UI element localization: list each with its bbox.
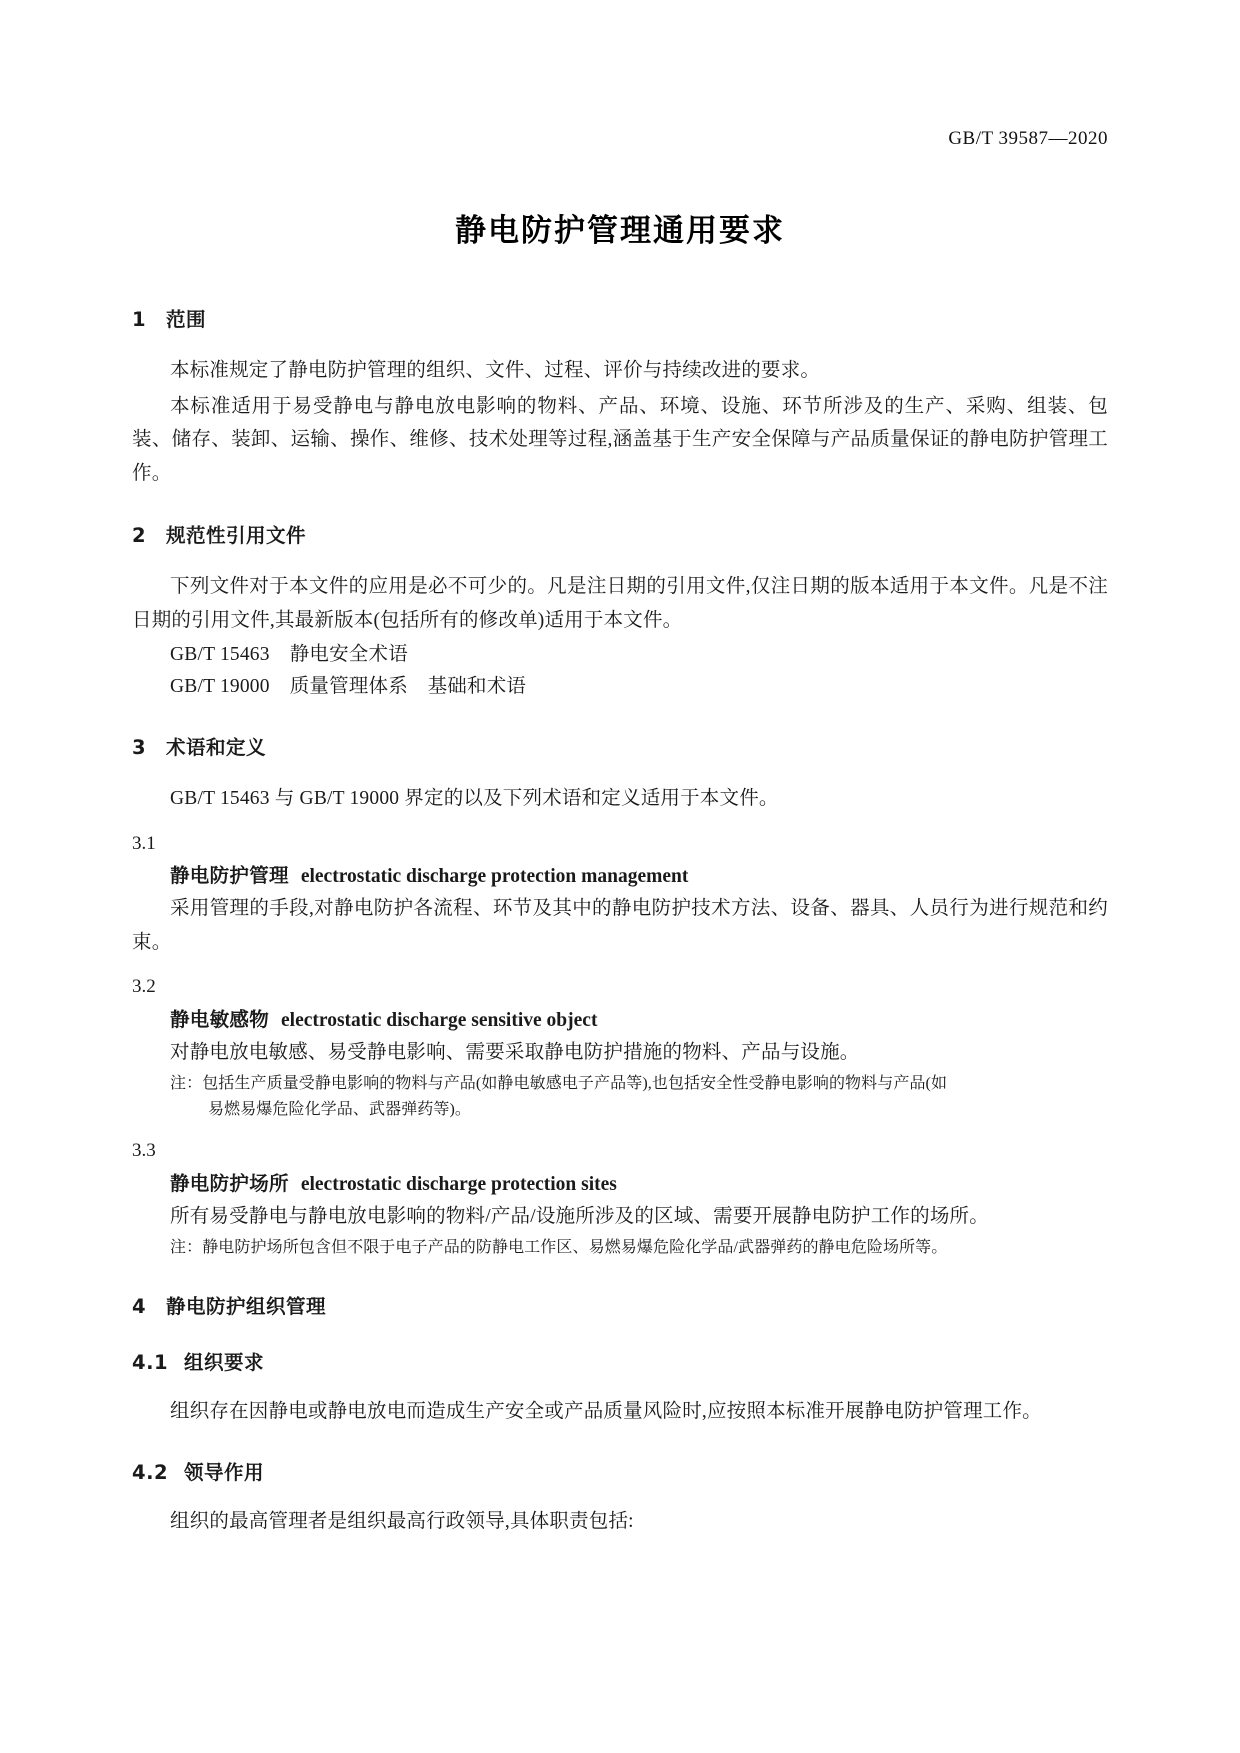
section-title-3: 术语和定义: [166, 736, 267, 760]
subsection-heading-4-2: [132, 1457, 1108, 1485]
reference-name-1: 静电安全术语: [289, 644, 408, 666]
term-3-2-note: [132, 1071, 1108, 1123]
page-title: 静电防护管理通用要求: [455, 213, 785, 249]
term-3-3-definition: 所有易受静电与静电放电影响的物料/产品/设施所涉及的区域、需要开展静电防护工作的场所。: [170, 1205, 989, 1227]
term-3-3-note: [132, 1235, 1108, 1261]
reference-code-2: GB/T 19000: [170, 675, 270, 697]
section-1-paragraph-2: 本标准适用于易受静电与静电放电影响的物料、产品、环境、设施、环节所涉及的生产、采购、组装、包装、储存、装卸、运输、操作、维修、技术处理等过程,涵盖基于生产安全保障与产品质量保证的静电防护管理工作。: [132, 395, 1108, 484]
subsection-title-4-1: 组织要求: [184, 1351, 265, 1375]
normative-reference-1: [132, 639, 1108, 671]
section-heading-2: [132, 520, 1108, 548]
clause-number-3-1: 3.1: [132, 832, 156, 854]
section-number-2: 2: [132, 524, 147, 548]
subsection-4-1-paragraph-1: 组织存在因静电或静电放电而造成生产安全或产品质量风险时,应按照本标准开展静电防护管理工作。: [170, 1401, 1042, 1423]
term-3-3-cn: 静电防护场所: [170, 1171, 289, 1195]
section-number-4: 4: [132, 1295, 147, 1319]
page-header-standard-number: GB/T 39587—2020: [948, 128, 1108, 149]
term-3-2: [132, 1004, 1108, 1032]
normative-reference-2: [132, 671, 1108, 703]
section-3-paragraph-1: GB/T 15463 与 GB/T 19000 界定的以及下列术语和定义适用于本文件。: [170, 788, 779, 810]
section-title-4: 静电防护组织管理: [166, 1295, 327, 1319]
section-heading-4: [132, 1291, 1108, 1319]
term-3-2-note-text: 注：包括生产质量受静电影响的物料与产品(如静电敏感电子产品等),也包括安全性受静电影响的物料与产品(如: [170, 1075, 948, 1093]
section-title-1: 范围: [166, 308, 207, 331]
section-title-2: 规范性引用文件: [166, 524, 307, 548]
term-3-3: [132, 1168, 1108, 1196]
term-3-2-note-continuation: 易燃易爆危险化学品、武器弹药等)。: [208, 1101, 472, 1119]
section-number-3: 3: [132, 736, 147, 760]
term-3-2-cn: 静电敏感物: [170, 1007, 270, 1031]
reference-code-1: GB/T 15463: [170, 644, 270, 666]
section-2-paragraph-1: 下列文件对于本文件的应用是必不可少的。凡是注日期的引用文件,仅注日期的版本适用于本文件。凡是不注日期的引用文件,其最新版本(包括所有的修改单)适用于本文件。: [132, 576, 1108, 631]
subsection-title-4-2: 领导作用: [184, 1460, 265, 1484]
clause-number-3-3: 3.3: [132, 1140, 156, 1162]
subsection-number-4-1: 4.1: [132, 1351, 169, 1375]
subsection-heading-4-1: [132, 1347, 1108, 1375]
section-heading-3: [132, 732, 1108, 760]
term-3-2-en: electrostatic discharge sensitive object: [281, 1009, 598, 1031]
term-3-3-en: electrostatic discharge protection sites: [300, 1173, 617, 1195]
term-3-3-note-text: 注：静电防护场所包含但不限于电子产品的防静电工作区、易燃易爆危险化学品/武器弹药的静电危险场所等。: [170, 1239, 948, 1257]
term-3-1-en: electrostatic discharge protection management: [300, 866, 689, 888]
term-3-1: [132, 860, 1108, 888]
clause-number-3-2: 3.2: [132, 976, 156, 998]
term-3-1-cn: 静电防护管理: [170, 864, 289, 888]
subsection-4-2-paragraph-1: 组织的最高管理者是组织最高行政领导,具体职责包括:: [170, 1510, 634, 1532]
section-heading-1: [132, 304, 1108, 332]
document-content: [132, 205, 1108, 1540]
subsection-number-4-2: 4.2: [132, 1460, 169, 1484]
term-3-2-definition: 对静电放电敏感、易受静电影响、需要采取静电防护措施的物料、产品与设施。: [170, 1041, 860, 1063]
section-1-paragraph-1: 本标准规定了静电防护管理的组织、文件、过程、评价与持续改进的要求。: [170, 360, 821, 381]
section-number-1: 1: [132, 308, 147, 331]
reference-name-2: 质量管理体系 基础和术语: [289, 675, 527, 697]
term-3-1-definition: 采用管理的手段,对静电防护各流程、环节及其中的静电防护技术方法、设备、器具、人员行为进行规范和约束。: [132, 898, 1108, 953]
